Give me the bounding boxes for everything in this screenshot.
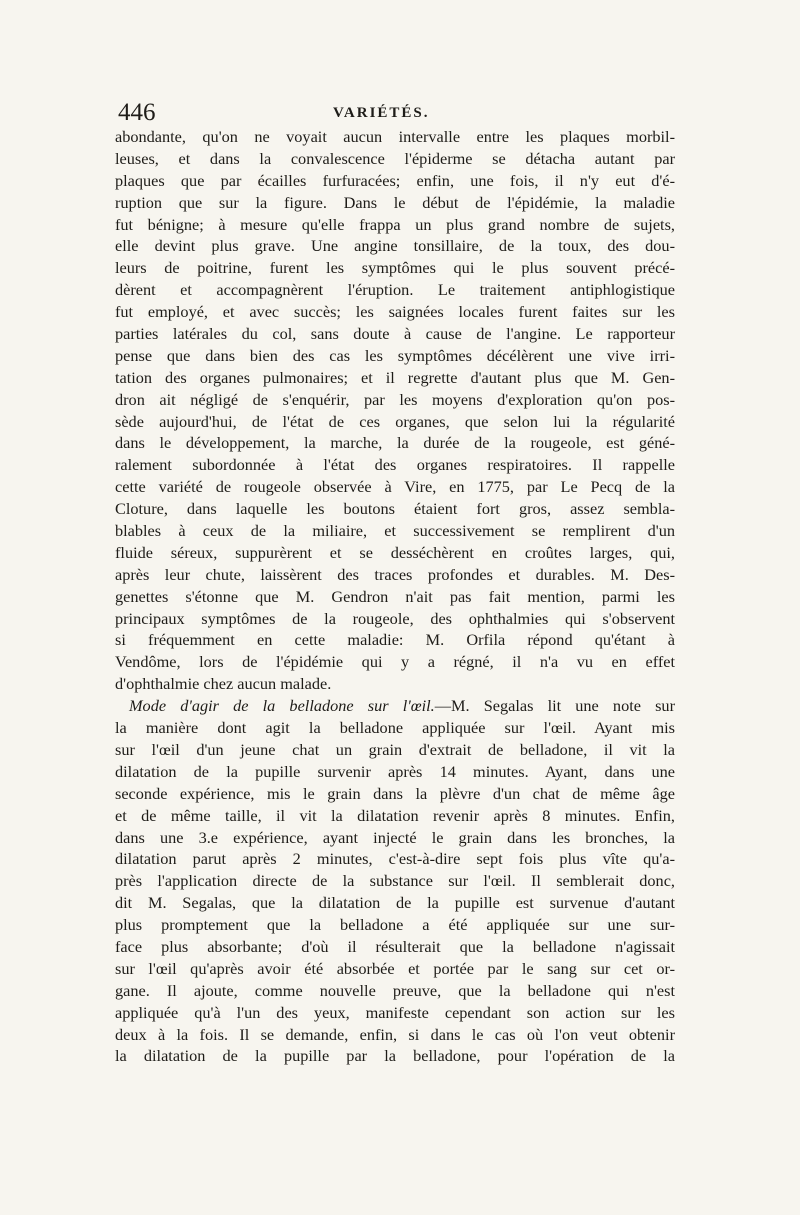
text-line: elle devint plus grave. Une angine tonsillaire, de la toux, des dou- — [115, 236, 675, 256]
text-line: principaux symptômes de la rougeole, des ophthalmies qui s'observent — [115, 608, 675, 628]
text-line: plaques que par écailles furfuracées; enfin, une fois, il n'y eut d'é- — [115, 170, 675, 190]
text-line: deux à la fois. Il se demande, enfin, si dans le cas où l'on veut obtenir — [115, 1024, 675, 1044]
text-line: appliquée qu'à l'un des yeux, manifeste cependant son action sur les — [115, 1002, 675, 1022]
body-text — [115, 126, 675, 1067]
text-line: ralement subordonnée à l'état des organes respiratoires. Il rappelle — [115, 455, 675, 475]
running-head: VARIÉTÉS. — [333, 105, 430, 121]
text-line: fut employé, et avec succès; les saignées locales furent faites sur les — [115, 302, 675, 322]
text-line: dans une 3.e expérience, ayant injecté le grain dans les bronches, la — [115, 827, 675, 847]
text-line: après leur chute, laissèrent des traces profondes et durables. M. Des- — [115, 564, 675, 584]
text-line: dèrent et accompagnèrent l'éruption. Le traitement antiphlogistique — [115, 280, 675, 300]
text-line: si fréquemment en cette maladie: M. Orfila répond qu'étant à — [115, 630, 675, 650]
text-line: plus promptement que la belladone a été appliquée sur une sur- — [115, 915, 675, 935]
text-line: blables à ceux de la miliaire, et successivement se remplirent d'un — [115, 521, 675, 541]
text-line: d'ophthalmie chez aucun malade. — [115, 674, 332, 694]
text-line: abondante, qu'on ne voyait aucun intervalle entre les plaques morbil- — [115, 127, 675, 146]
text-line: leurs de poitrine, furent les symptômes qui le plus souvent précé- — [115, 258, 675, 278]
page-number: 446 — [118, 99, 156, 126]
text-line: dron ait négligé de s'enquérir, par les moyens d'exploration qu'on pos- — [115, 389, 675, 409]
text-line: sède aujourd'hui, de l'état de ces organes, que selon lui la régularité — [115, 411, 675, 431]
text-line: Vendôme, lors de l'épidémie qui y a régné, il n'a vu en effet — [115, 652, 675, 672]
text-line: parties latérales du col, sans doute à cause de l'angine. Le rapporteur — [115, 324, 675, 344]
text-line: fut bénigne; à mesure qu'elle frappa un plus grand nombre de sujets, — [115, 214, 675, 234]
text-line: seconde expérience, mis le grain dans la plèvre d'un chat de même âge — [115, 783, 675, 803]
text-line: dilatation parut après 2 minutes, c'est-à-dire sept fois plus vîte qu'a- — [115, 849, 675, 869]
text-line: sur l'œil qu'après avoir été absorbée et portée par le sang sur cet or- — [115, 958, 675, 978]
paragraph-belladone — [115, 695, 675, 1067]
text-line: genettes s'étonne que M. Gendron n'ait pas fait mention, parmi les — [115, 586, 675, 606]
text-line: pense que dans bien des cas les symptômes décélèrent une vive irri- — [115, 345, 675, 365]
text-line: Cloture, dans laquelle les boutons étaient fort gros, assez sembla- — [115, 499, 675, 519]
text-line: la dilatation de la pupille par la belladone, pour l'opération de la — [115, 1046, 675, 1066]
section-title: Mode d'agir de la belladone sur l'œil. — [129, 696, 435, 716]
text-line: la manière dont agit la belladone appliquée sur l'œil. Ayant mis — [115, 718, 675, 738]
text-line: et de même taille, il vit la dilatation revenir après 8 minutes. Enfin, — [115, 805, 675, 825]
text-line: face plus absorbante; d'où il résulterait que la belladone n'agissait — [115, 936, 675, 956]
text-line: près l'application directe de la substance sur l'œil. Il semblerait donc, — [115, 871, 675, 891]
text-line: tation des organes pulmonaires; et il regrette d'autant plus que M. Gen- — [115, 367, 675, 387]
text-line: gane. Il ajoute, comme nouvelle preuve, que la belladone qui n'est — [115, 980, 675, 1000]
text-line: ruption que sur la figure. Dans le début de l'épidémie, la maladie — [115, 192, 675, 212]
text-line: dit M. Segalas, que la dilatation de la pupille est survenue d'autant — [115, 893, 675, 913]
page-header — [118, 98, 678, 128]
text-line: dans le développement, la marche, la durée de la rougeole, est géné- — [115, 433, 675, 453]
paragraph-measles-report — [115, 126, 675, 695]
text-line: cette variété de rougeole observée à Vire, en 1775, par Le Pecq de la — [115, 477, 675, 497]
text-line — [115, 695, 675, 717]
text-line: sur l'œil d'un jeune chat un grain d'extrait de belladone, il vit la — [115, 739, 675, 759]
section-title-continuation: —M. Segalas lit une note sur — [434, 696, 675, 716]
text-line: dilatation de la pupille survenir après 14 minutes. Ayant, dans une — [115, 761, 675, 781]
text-line: leuses, et dans la convalescence l'épiderme se détacha autant par — [115, 148, 675, 168]
text-line: fluide séreux, suppurèrent et se desséchèrent en croûtes larges, qui, — [115, 542, 675, 562]
